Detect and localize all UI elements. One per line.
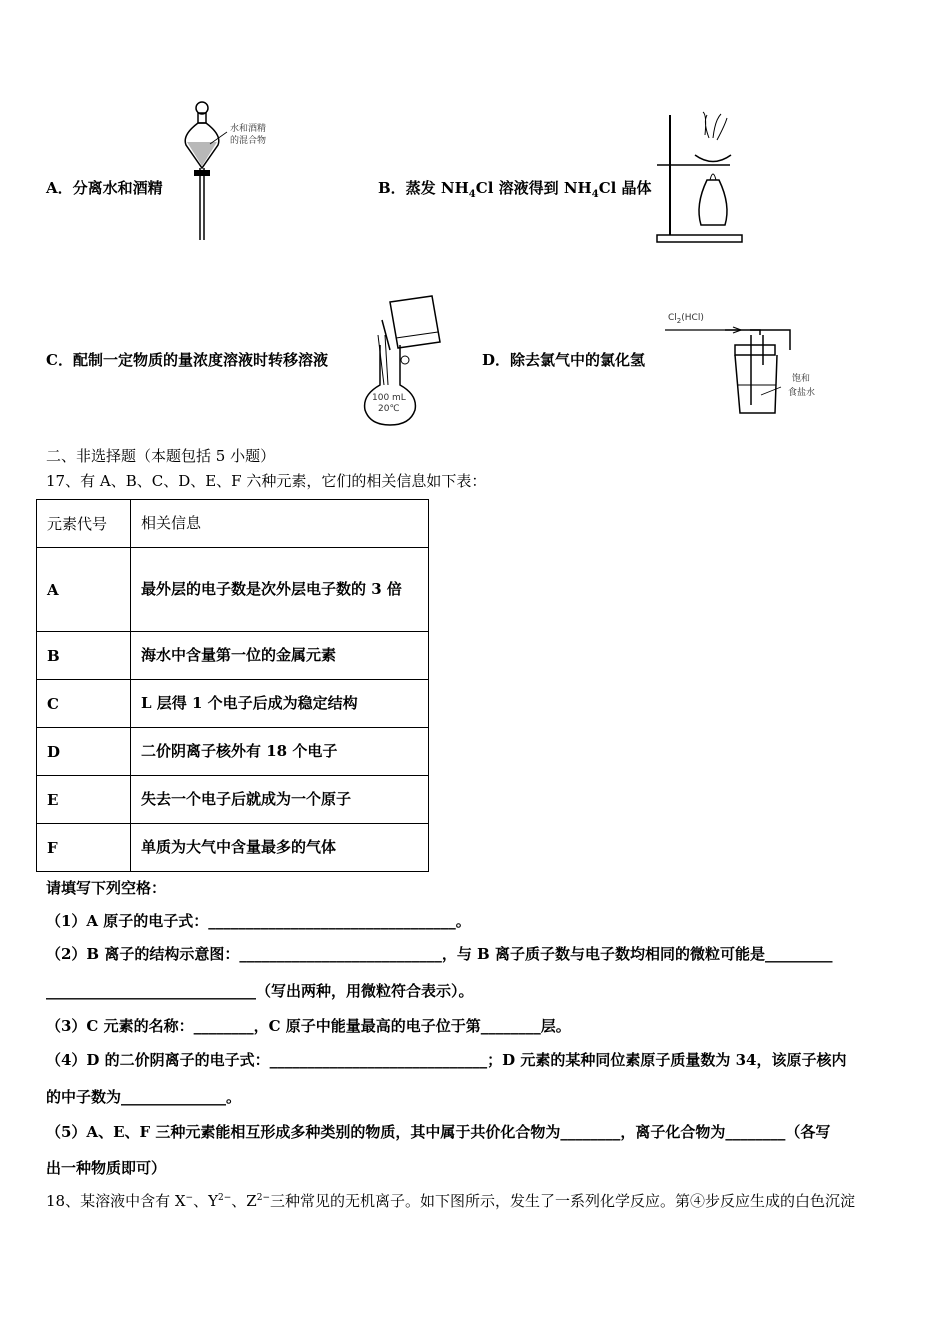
option-d-label: D．除去氯气中的氯化氢 [482,351,646,369]
q17-part-5-cont: 出一种物质即可） [46,1159,167,1177]
element-info: L 层得 1 个电子后成为稳定结构 [131,680,429,728]
table-header: 相关信息 [131,500,429,548]
element-code: B [37,632,131,680]
element-info: 最外层的电子数是次外层电子数的 3 倍 [131,548,429,632]
gas-washing-bottle-image [665,325,805,420]
element-code: C [37,680,131,728]
gas-label: $Cl_2(HCl)$ [668,313,704,325]
element-code: F [37,824,131,872]
element-info-table [36,499,429,872]
option-c-label: C．配制一定物质的量浓度溶液时转移溶液 [46,351,328,369]
evaporation-apparatus-image [655,110,745,245]
element-info: 二价阴离子核外有 18 个电子 [131,728,429,776]
q17-stem: 17、有 A、B、C、D、E、F 六种元素，它们的相关信息如下表： [46,472,487,490]
element-info: 海水中含量第一位的金属元素 [131,632,429,680]
flask-temp-label: 20℃ [378,404,400,414]
q17-part-2-cont: ____________________________（写出两种，用微粒符合表示）。 [46,982,474,1000]
q17-part-1: （1）A 原子的电子式：_________________________________。 [46,912,471,930]
element-info: 失去一个电子后就成为一个原子 [131,776,429,824]
q17-part-3: （3）C 元素的名称：________，C 原子中能量最高的电子位于第________层。 [46,1017,571,1035]
element-code: E [37,776,131,824]
table-row [37,632,429,680]
q17-part-5: （5）A、E、F 三种元素能相互形成多种类别的物质，其中属于共价化合物为________，离子化合物为________（各写 [46,1123,831,1141]
q17-part-4: （4）D 的二价阴离子的电子式：_____________________________；D 元素的某种同位素原子质量数为 34，该原子核内 [46,1051,847,1069]
table-row [37,680,429,728]
element-code: A [37,548,131,632]
flask-volume-label: 100 mL [372,393,406,403]
table-header-row [37,500,429,548]
option-a-annotation-1: 水和酒精 [230,124,267,134]
q18-stem: 18、某溶液中含有 X−、$Y^{2-}$、$Z^{2-}$三种常见的无机离子。如下图所示，发生了一系列化学反应。第④步反应生成的白色沉淀 [46,1192,856,1210]
table-header: 元素代号 [37,500,131,548]
table-row [37,548,429,632]
element-info: 单质为大气中含量最多的气体 [131,824,429,872]
table-row [37,824,429,872]
q17-prompt: 请填写下列空格： [46,879,167,897]
option-a-annotation-2: 的混合物 [230,136,267,146]
q17-part-4-cont: 的中子数为______________。 [46,1088,242,1106]
volumetric-flask-image [360,290,460,430]
table-row [37,728,429,776]
option-a-label: A．分离水和酒精 [46,179,163,197]
element-code: D [37,728,131,776]
option-b-label: B．蒸发 $NH_4Cl$ 溶液得到 $NH_4Cl$ 晶体 [378,179,652,200]
option-d-annotation-1: 饱和 [792,374,811,384]
option-d-annotation-2: 食盐水 [788,388,816,398]
q17-part-2: （2）B 离子的结构示意图：___________________________，与 B 离子质子数与电子数均相同的微粒可能是_________ [46,945,833,963]
section-title: 二、非选择题（本题包括 5 小题） [46,447,276,465]
table-row [37,776,429,824]
